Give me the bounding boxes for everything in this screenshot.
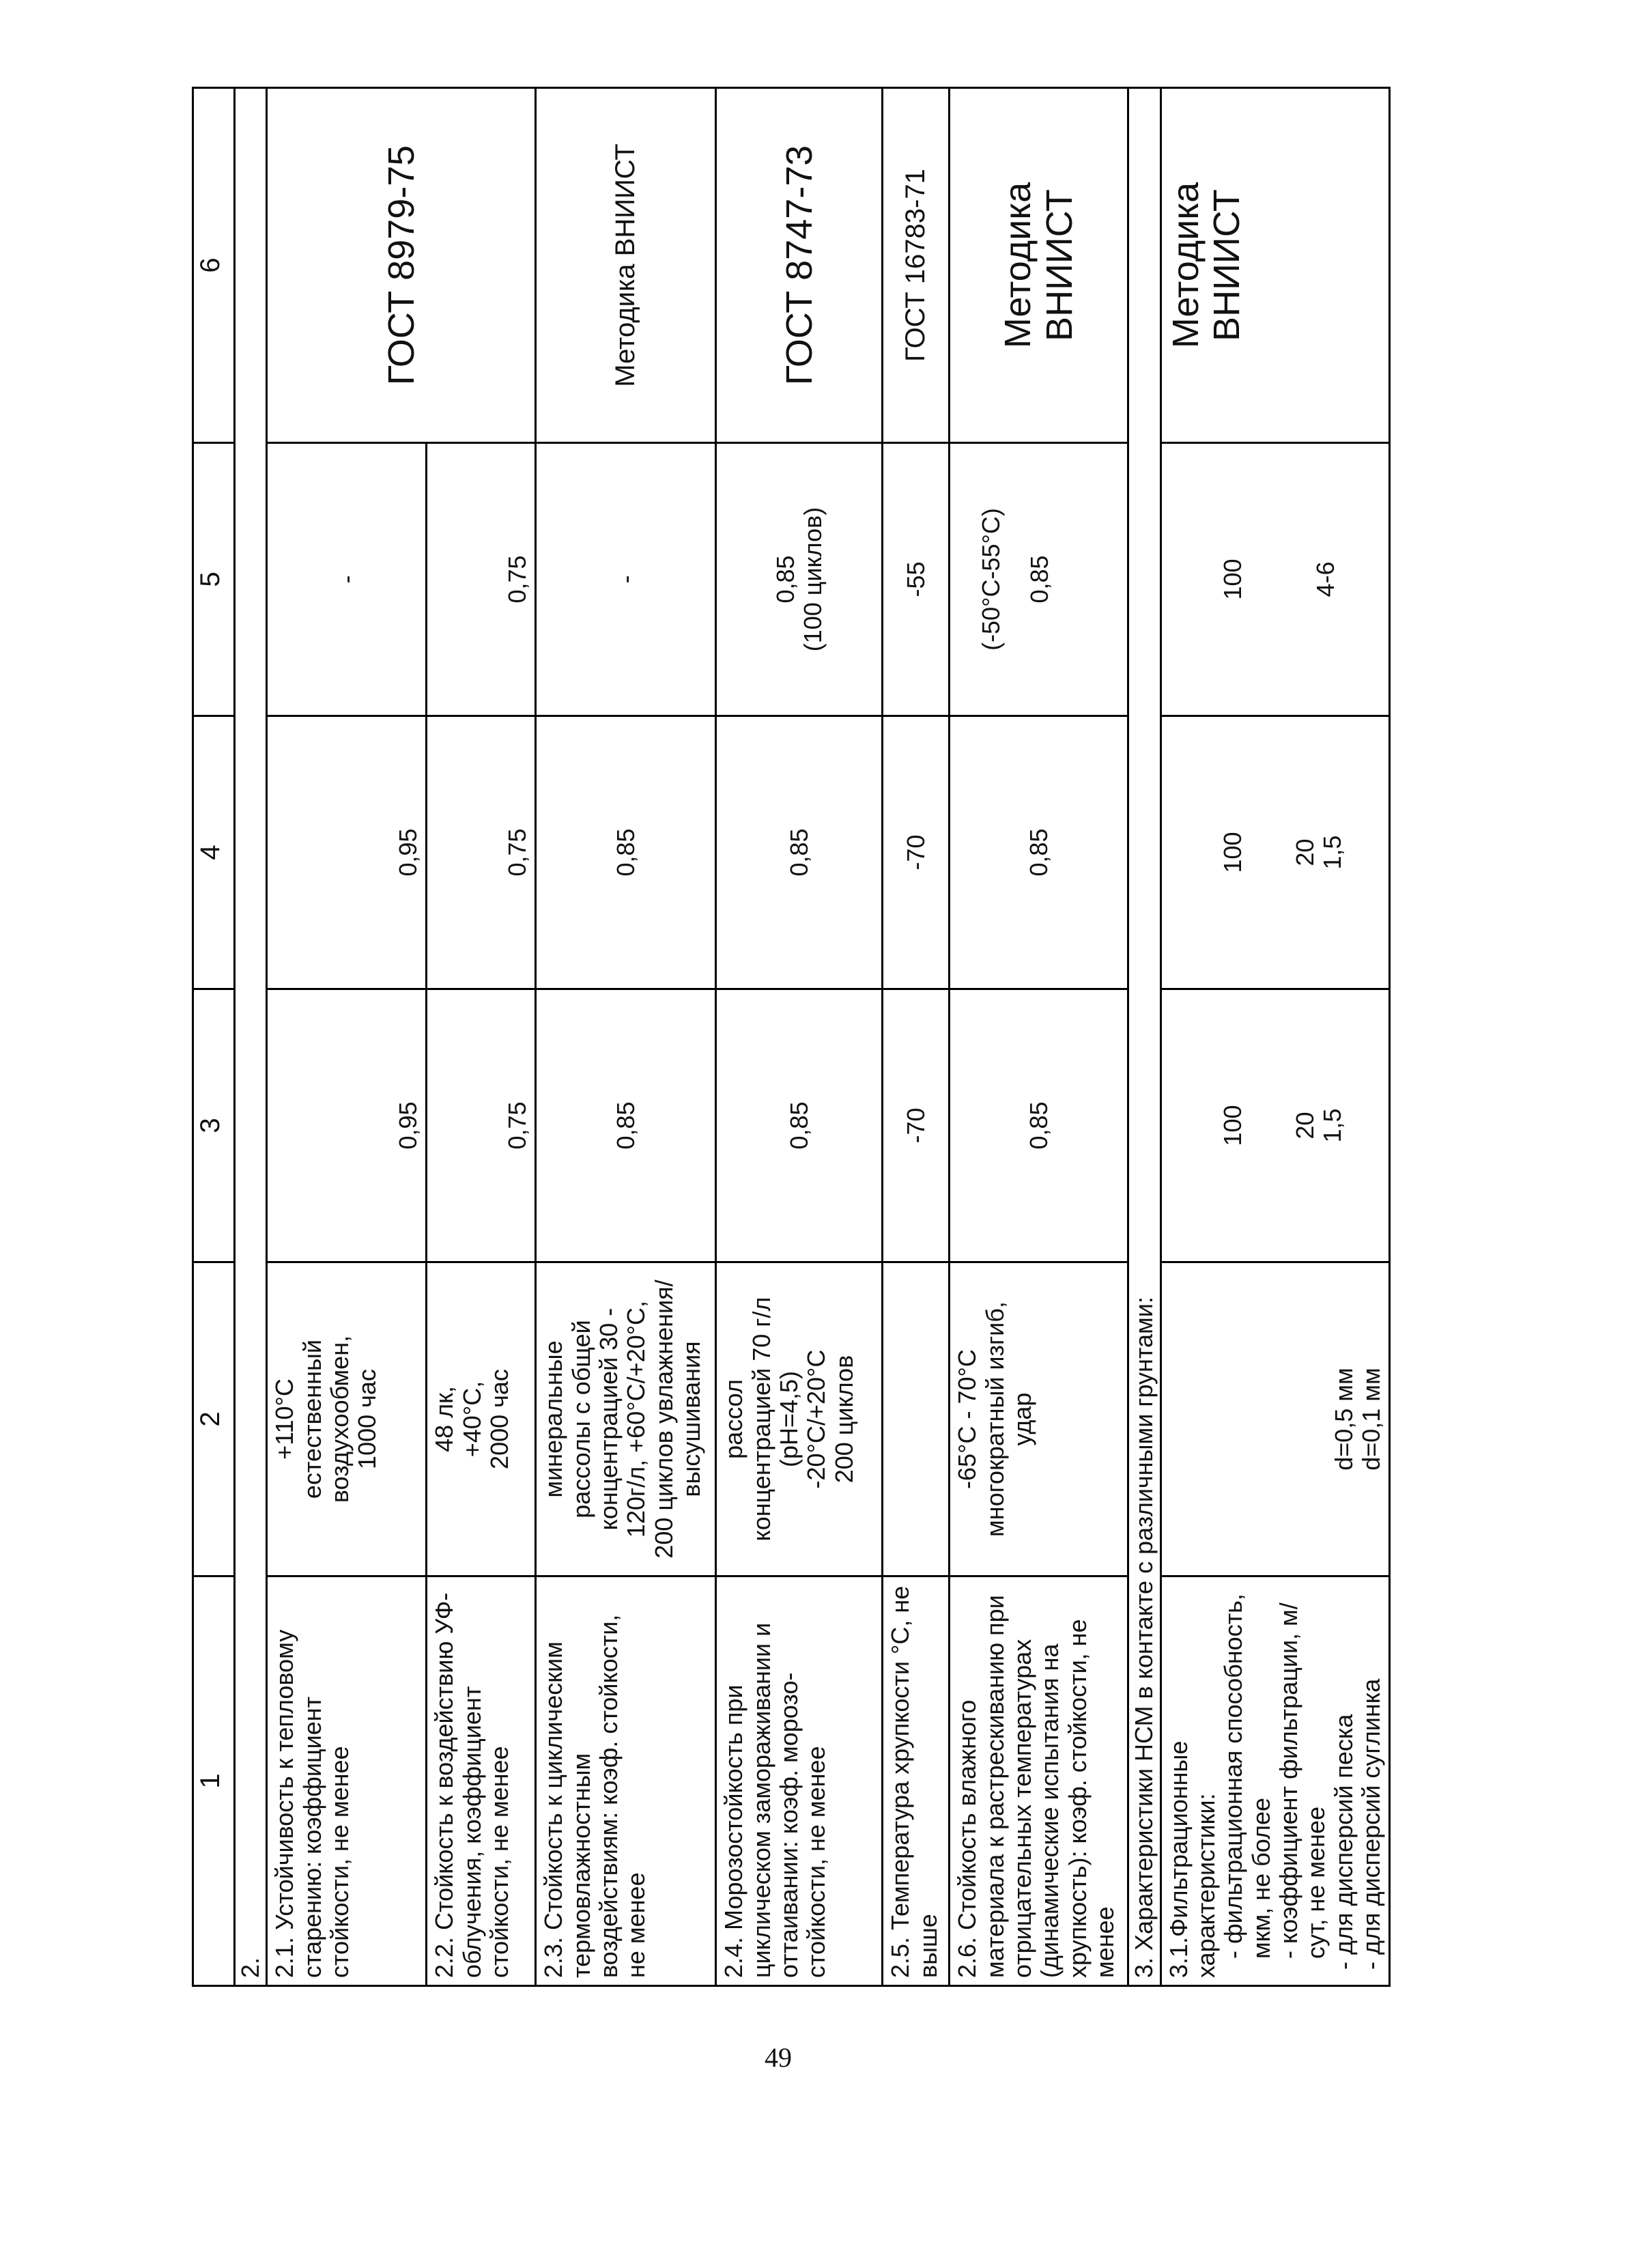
param-3-1 [1160,1576,1390,1986]
method-2-4: ГОСТ 8747-73 [716,88,883,443]
param-3-1-sand: - для дисперсий песка [1329,1714,1358,1970]
page-number: 49 [765,2042,792,2073]
header-col-3: 3 [193,989,235,1262]
conditions-2-4 [716,1262,883,1576]
section-3-label: 3. Характеристики НСМ в контакте с различными грунтами: [1128,88,1160,1986]
value-2-6-col3: 0,85 [950,989,1128,1262]
conditions-2-5 [883,1262,950,1576]
value-2-5-col4: -70 [883,716,950,989]
cond-2-1-line-3: воздухообмен, [325,1335,354,1503]
value-2-1-col3: 0,95 [267,989,427,1262]
spacer [1292,451,1312,708]
cond-2-6-line-3: удар [1008,1392,1036,1446]
cond-2-6-line-1: -65°С - 70°С [953,1349,982,1489]
value-2-3-col3: 0,85 [536,989,716,1262]
value-2-4-col3: 0,85 [716,989,883,1262]
header-col-1: 1 [193,1576,235,1986]
specifications-table [192,87,1391,1987]
section-2-row [235,88,267,1986]
cond-2-1-line-2: естественный [298,1339,326,1499]
table-row-3-1 [1160,88,1390,1986]
cond-2-3-line-1: минеральные [539,1340,568,1498]
spacer [1247,997,1292,1254]
value-3-1-col3-capacity: 100 [1218,1105,1247,1146]
table-row-2-3 [536,88,716,1986]
cond-2-6-line-2: многократный изгиб, [980,1301,1009,1537]
value-2-4-col4: 0,85 [716,716,883,989]
method-2-1: ГОСТ 8979-75 [267,88,536,443]
method-2-6-line-1: Методика [997,182,1039,349]
value-3-1-col3-sand: 20 [1290,1112,1319,1140]
method-3-1 [1160,88,1390,443]
value-2-4-col5-cell [716,443,883,716]
value-2-6-col5-cell [950,443,1128,716]
value-2-1-col4: 0,95 [267,716,427,989]
method-2-3: Методика ВНИИСТ [536,88,716,443]
cond-2-4-line-2: концентрацией 70 г/л [747,1297,775,1542]
cond-2-1-line-1: +110°С [270,1378,299,1460]
param-2-6: 2.6. Стойкость влажного материала к растрескиванию при отрицательных температурах (динамические испытания на хрупкость): коэф. стойкости, не менее [950,1576,1128,1986]
param-2-3: 2.3. Стойкость к циклическим термовлажностным воздействиям: коэф. стойкости, не менее [536,1576,716,1986]
value-3-1-col3-loam: 1,5 [1318,1108,1347,1143]
value-2-2-col3: 0,75 [427,989,536,1262]
spacer [1006,451,1026,708]
value-2-5-col3: -70 [883,989,950,1262]
param-2-1: 2.1. Устойчивость к тепловому старению: коэффициент стойкости, не менее [267,1576,427,1986]
table-row-2-4 [716,88,883,1986]
method-2-6 [950,88,1128,443]
cond-2-4-line-1: рассол [720,1379,748,1459]
header-col-2: 2 [193,1262,235,1576]
value-2-2-col4: 0,75 [427,716,536,989]
table-header-row [193,88,235,1986]
param-2-2: 2.2. Стойкость к воздействию УФ-облучения, коэффициент стойкости, не менее [427,1576,536,1986]
value-2-6-col5: 0,85 [1025,555,1053,604]
value-3-1-col5-loam: 4-6 [1311,561,1339,597]
cond-3-1-sand: d=0,5 мм [1329,1368,1358,1471]
conditions-3-1 [1160,1262,1390,1576]
conditions-2-1 [267,1262,427,1576]
value-2-3-col4: 0,85 [536,716,716,989]
param-3-1-title: 3.1.Фильтрационные характеристики: [1164,1740,1220,1978]
conditions-2-6 [950,1262,1128,1576]
value-2-6-col5-note: (-50°С-55°С) [977,508,1006,651]
param-3-1-coef: - коэффициент фильтрации, м/сут, не менее [1274,1602,1330,1959]
cond-2-2-line-1: 48 лк, [430,1386,459,1452]
value-2-6-col4: 0,85 [950,716,1128,989]
value-3-1-col5-capacity: 100 [1218,558,1247,600]
header-col-6: 6 [193,88,235,443]
value-3-1-col4-loam: 1,5 [1318,835,1347,870]
table-row-2-5 [883,88,950,1986]
param-3-1-loam: - для дисперсий суглинка [1356,1678,1385,1970]
param-2-4: 2.4. Морозостойкость при циклическом замораживании и оттаивании: коэф. морозо-стойкости, не менее [716,1576,883,1986]
section-3-row [1128,88,1160,1986]
cond-2-4-line-4: -20°С/+20°С [802,1349,831,1489]
rotated-table-page [192,89,1393,1987]
header-col-4: 4 [193,716,235,989]
cond-2-3-line-6: высушивания [677,1341,705,1497]
cond-2-4-line-5: 200 циклов [829,1355,858,1484]
param-3-1-capacity: - фильтрационная способность, мкм, не более [1219,1594,1275,1959]
table-row-2-6 [950,88,1128,1986]
cond-2-3-line-3: концентрацией 30 - [594,1307,623,1531]
values-3-1-col5 [1160,443,1390,716]
cond-2-4-line-3: (рН=4,5) [774,1370,803,1468]
values-3-1-col3 [1160,989,1390,1262]
conditions-2-2 [427,1262,536,1576]
conditions-2-3 [536,1262,716,1576]
value-3-1-col4-capacity: 100 [1218,832,1247,873]
spacer [1247,451,1292,708]
value-2-2-col5: 0,75 [427,443,536,716]
cond-3-1-loam: d=0,1 мм [1356,1368,1385,1471]
header-col-5: 5 [193,443,235,716]
value-3-1-col4-sand: 20 [1290,838,1319,866]
cond-2-2-line-3: 2000 час [485,1369,513,1469]
values-3-1-col4 [1160,716,1390,989]
method-3-1-line-2: ВНИИСТ [1206,189,1248,341]
value-2-4-col5-note: (100 циклов) [798,507,827,652]
cond-2-3-line-2: рассолы с общей [567,1320,595,1518]
value-2-1-col5: - [267,443,427,716]
method-3-1-line-1: Методика [1165,182,1206,349]
cond-2-3-line-4: 120г/л, +60°С/+20°С, [622,1300,651,1538]
value-2-5-col5: -55 [883,443,950,716]
cond-2-2-line-2: +40°С, [457,1381,486,1458]
method-2-6-line-2: ВНИИСТ [1038,189,1080,341]
table-row-2-1 [267,88,427,1986]
cond-2-1-line-4: 1000 час [353,1369,382,1469]
value-2-3-col5: - [536,443,716,716]
value-2-4-col5: 0,85 [771,555,799,604]
section-2-label: 2. [235,88,267,1986]
method-2-5: ГОСТ 16783-71 [883,88,950,443]
cond-2-3-line-5: 200 циклов увлажнения/ [649,1279,678,1559]
param-2-5: 2.5. Температура хрупкости °С, не выше [883,1576,950,1986]
spacer [1247,724,1292,981]
